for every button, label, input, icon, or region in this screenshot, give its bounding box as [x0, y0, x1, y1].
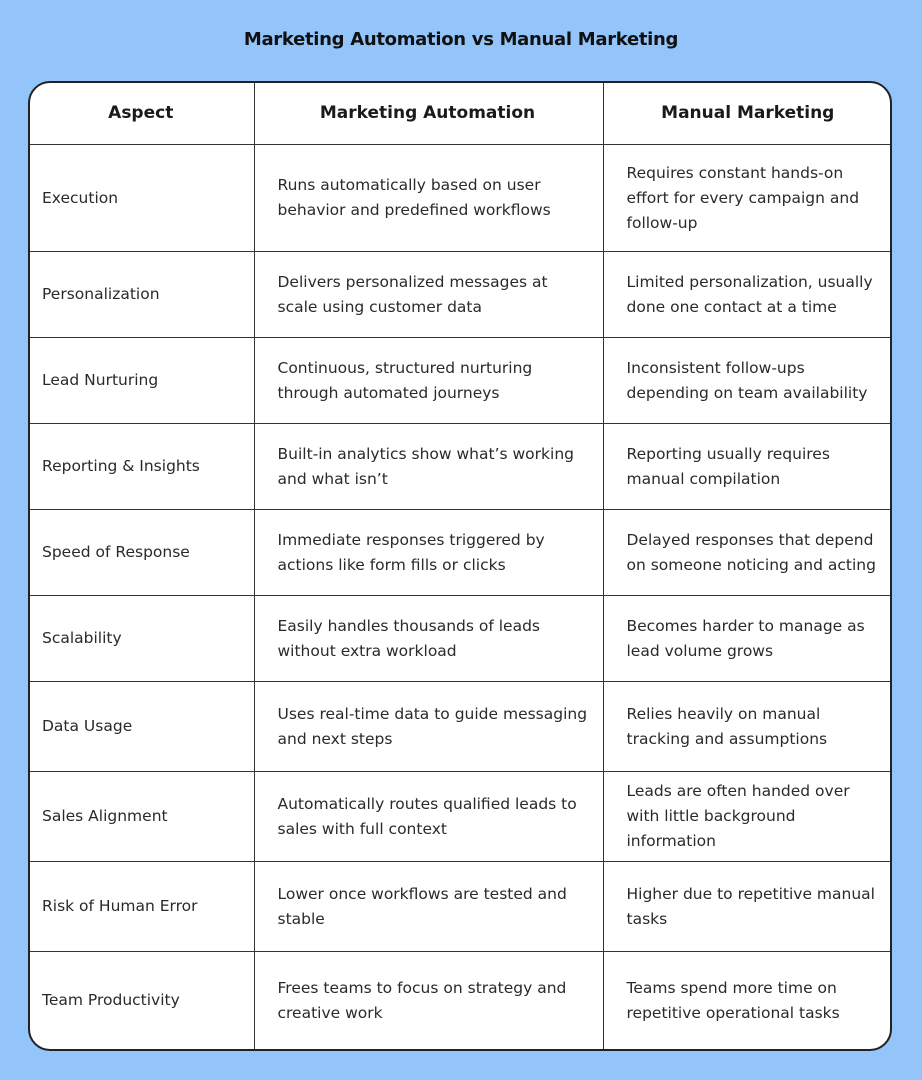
automation-cell: Uses real-time data to guide messaging and next steps	[254, 682, 603, 772]
aspect-cell: Scalability	[30, 596, 254, 682]
aspect-cell: Data Usage	[30, 682, 254, 772]
page-title: Marketing Automation vs Manual Marketing	[243, 29, 679, 50]
table-row	[30, 510, 892, 596]
aspect-cell: Reporting & Insights	[30, 424, 254, 510]
table-row	[30, 682, 892, 772]
automation-cell: Easily handles thousands of leads without extra workload	[254, 596, 603, 682]
manual-cell: Higher due to repetitive manual tasks	[603, 862, 892, 952]
automation-cell: Continuous, structured nurturing through automated journeys	[254, 338, 603, 424]
manual-cell: Inconsistent follow-ups depending on team availability	[603, 338, 892, 424]
aspect-cell: Lead Nurturing	[30, 338, 254, 424]
aspect-cell: Sales Alignment	[30, 772, 254, 862]
table-row	[30, 424, 892, 510]
table-row	[30, 952, 892, 1050]
automation-cell: Immediate responses triggered by actions like form fills or clicks	[254, 510, 603, 596]
manual-cell: Reporting usually requires manual compilation	[603, 424, 892, 510]
manual-cell: Leads are often handed over with little background information	[603, 772, 892, 862]
automation-cell: Lower once workflows are tested and stable	[254, 862, 603, 952]
comparison-table-grid	[30, 83, 892, 1049]
aspect-cell: Speed of Response	[30, 510, 254, 596]
automation-cell: Runs automatically based on user behavior and predefined workflows	[254, 145, 603, 252]
table-row	[30, 338, 892, 424]
automation-cell: Built-in analytics show what’s working and what isn’t	[254, 424, 603, 510]
aspect-cell: Execution	[30, 145, 254, 252]
manual-cell: Becomes harder to manage as lead volume grows	[603, 596, 892, 682]
manual-cell: Teams spend more time on repetitive operational tasks	[603, 952, 892, 1050]
header-aspect: Aspect	[30, 83, 254, 145]
header-row	[30, 83, 892, 145]
table-row	[30, 772, 892, 862]
table-row	[30, 862, 892, 952]
aspect-cell: Team Productivity	[30, 952, 254, 1050]
header-marketing-automation: Marketing Automation	[254, 83, 603, 145]
comparison-table	[28, 81, 892, 1051]
automation-cell: Frees teams to focus on strategy and creative work	[254, 952, 603, 1050]
aspect-cell: Risk of Human Error	[30, 862, 254, 952]
header-manual-marketing: Manual Marketing	[603, 83, 892, 145]
automation-cell: Delivers personalized messages at scale using customer data	[254, 252, 603, 338]
aspect-cell: Personalization	[30, 252, 254, 338]
automation-cell: Automatically routes qualified leads to sales with full context	[254, 772, 603, 862]
manual-cell: Relies heavily on manual tracking and assumptions	[603, 682, 892, 772]
table-row	[30, 596, 892, 682]
manual-cell: Requires constant hands-on effort for every campaign and follow-up	[603, 145, 892, 252]
manual-cell: Limited personalization, usually done one contact at a time	[603, 252, 892, 338]
table-row	[30, 252, 892, 338]
table-row	[30, 145, 892, 252]
manual-cell: Delayed responses that depend on someone noticing and acting	[603, 510, 892, 596]
